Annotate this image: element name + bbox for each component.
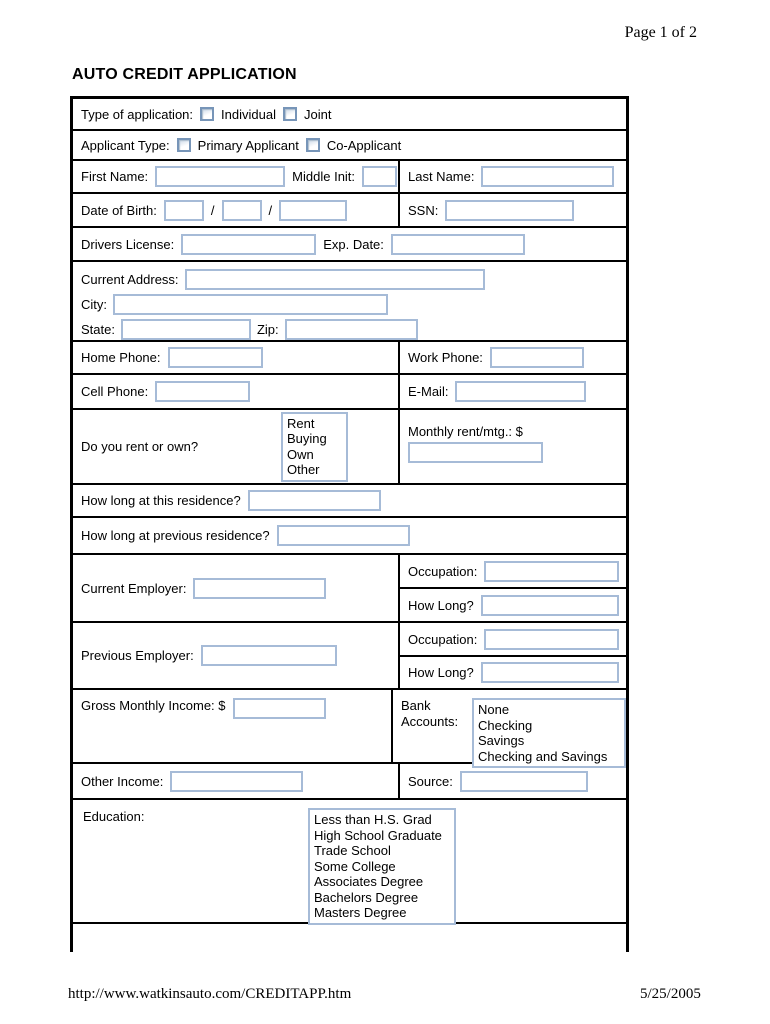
- other-income-cell: [73, 764, 398, 798]
- applicant-type-label: Applicant Type:: [81, 137, 170, 153]
- primary-applicant-checkbox[interactable]: [177, 138, 191, 152]
- education-listbox[interactable]: [308, 808, 456, 925]
- how-long-label: How Long?: [408, 665, 474, 680]
- bank-accounts-label: Bank Accounts:: [401, 698, 459, 729]
- listbox-option[interactable]: Savings: [478, 733, 525, 748]
- zip-field[interactable]: [285, 319, 418, 340]
- work-phone-label: Work Phone:: [408, 350, 483, 365]
- type-of-application-cell: [73, 99, 626, 129]
- dob-year-field[interactable]: [279, 200, 347, 221]
- listbox-option[interactable]: Buying: [287, 431, 327, 446]
- listbox-option[interactable]: Trade School: [314, 843, 391, 858]
- monthly-rent-cell: [398, 410, 626, 483]
- listbox-option[interactable]: Some College: [314, 858, 396, 874]
- joint-label: Joint: [303, 106, 332, 122]
- rent-own-label: Do you rent or own?: [81, 439, 199, 454]
- home-phone-field[interactable]: [168, 347, 263, 368]
- first-name-field[interactable]: [155, 166, 285, 187]
- row-type-of-application: [73, 99, 626, 131]
- current-employer-label: Current Employer:: [81, 580, 187, 596]
- ssn-label: SSN:: [408, 202, 439, 218]
- credit-application-form: [70, 96, 629, 952]
- previous-how-long-field[interactable]: [481, 662, 619, 683]
- listbox-option[interactable]: Checking: [478, 717, 533, 733]
- email-field[interactable]: [455, 381, 586, 402]
- joint-checkbox[interactable]: [283, 107, 297, 121]
- listbox-option[interactable]: Associates Degree: [314, 874, 424, 889]
- primary-applicant-label: Primary Applicant: [197, 137, 299, 153]
- individual-checkbox[interactable]: [200, 107, 214, 121]
- individual-label: Individual: [221, 106, 276, 122]
- footer-date: 5/25/2005: [640, 986, 701, 1002]
- last-name-cell: [398, 161, 626, 192]
- middle-init-label: Middle Init:: [292, 169, 356, 184]
- bank-accounts-listbox[interactable]: [472, 698, 626, 768]
- cell-phone-label: Cell Phone:: [81, 384, 149, 399]
- dob-separator: /: [210, 202, 215, 218]
- cell-phone-field[interactable]: [155, 381, 250, 402]
- home-phone-cell: [73, 342, 398, 373]
- city-label: City:: [81, 297, 107, 312]
- drivers-license-cell: [73, 228, 626, 260]
- gross-income-field[interactable]: [233, 698, 326, 719]
- first-name-label: First Name:: [81, 169, 149, 184]
- state-label: State:: [81, 322, 115, 337]
- current-address-label: Current Address:: [81, 272, 179, 287]
- previous-employer-detail-cell: [398, 623, 626, 688]
- listbox-option[interactable]: Checking and Savings: [478, 748, 608, 764]
- dob-month-field[interactable]: [164, 200, 204, 221]
- residence-previous-field[interactable]: [277, 525, 410, 546]
- row-previous-employer: [73, 623, 626, 690]
- monthly-rent-field[interactable]: [408, 442, 543, 463]
- monthly-rent-label: Monthly rent/mtg.: $: [408, 424, 523, 439]
- source-field[interactable]: [460, 771, 588, 792]
- row-income-bank: [73, 690, 626, 764]
- previous-how-long-subcell: [400, 657, 626, 688]
- middle-init-field[interactable]: [362, 166, 397, 187]
- other-income-field[interactable]: [170, 771, 303, 792]
- row-drivers-license: [73, 228, 626, 262]
- current-occupation-field[interactable]: [484, 561, 619, 582]
- source-cell: [398, 764, 626, 798]
- listbox-option[interactable]: Other: [287, 462, 320, 477]
- dob-day-field[interactable]: [222, 200, 262, 221]
- listbox-option[interactable]: Own: [287, 446, 314, 462]
- address-line: [81, 267, 626, 292]
- gross-income-cell: [73, 690, 391, 762]
- row-other-income: [73, 764, 626, 800]
- home-phone-label: Home Phone:: [81, 350, 161, 365]
- occupation-label: Occupation:: [408, 631, 478, 647]
- co-applicant-label: Co-Applicant: [326, 137, 402, 153]
- address-cell: [73, 262, 626, 340]
- listbox-option[interactable]: Bachelors Degree: [314, 889, 419, 905]
- drivers-license-label: Drivers License:: [81, 236, 175, 252]
- last-name-label: Last Name:: [408, 169, 475, 184]
- footer-url: http://www.watkinsauto.com/CREDITAPP.htm: [68, 986, 352, 1002]
- city-field[interactable]: [113, 294, 388, 315]
- residence-previous-cell: [73, 518, 626, 553]
- dob-separator: /: [268, 202, 273, 218]
- ssn-cell: [398, 194, 626, 226]
- zip-label: Zip:: [256, 322, 279, 337]
- row-cell-email: [73, 375, 626, 410]
- current-employer-detail-cell: [398, 555, 626, 621]
- bank-accounts-cell: [391, 690, 626, 762]
- row-residence-previous: [73, 518, 626, 555]
- current-occupation-subcell: [400, 555, 626, 589]
- applicant-type-cell: [73, 131, 626, 159]
- work-phone-field[interactable]: [490, 347, 584, 368]
- co-applicant-checkbox[interactable]: [306, 138, 320, 152]
- row-dob-ssn: [73, 194, 626, 228]
- rent-own-cell: [73, 410, 398, 483]
- cell-phone-cell: [73, 375, 398, 408]
- current-how-long-field[interactable]: [481, 595, 619, 616]
- row-home-work-phone: [73, 342, 626, 375]
- listbox-option[interactable]: Masters Degree: [314, 905, 407, 920]
- current-how-long-subcell: [400, 589, 626, 621]
- listbox-option[interactable]: None: [478, 702, 510, 717]
- current-employer-field[interactable]: [193, 578, 326, 599]
- ssn-field[interactable]: [445, 200, 574, 221]
- dob-cell: [73, 194, 398, 226]
- type-of-application-label: Type of application:: [81, 106, 194, 122]
- listbox-option[interactable]: Less than H.S. Grad: [314, 812, 432, 827]
- source-label: Source:: [408, 773, 453, 789]
- other-income-label: Other Income:: [81, 773, 164, 789]
- row-name: [73, 161, 626, 194]
- gross-income-label: Gross Monthly Income: $: [81, 698, 226, 713]
- page-number: Page 1 of 2: [624, 24, 697, 41]
- education-cell: [73, 800, 626, 922]
- current-employer-cell: [73, 555, 398, 621]
- drivers-license-field[interactable]: [181, 234, 316, 255]
- residence-previous-label: How long at previous residence?: [81, 528, 270, 543]
- residence-current-cell: [73, 485, 626, 516]
- previous-employer-field[interactable]: [201, 645, 337, 666]
- current-address-field[interactable]: [185, 269, 485, 290]
- previous-employer-label: Previous Employer:: [81, 648, 194, 663]
- listbox-option[interactable]: High School Graduate: [314, 827, 442, 843]
- first-name-cell: [73, 161, 398, 192]
- dob-label: Date of Birth:: [81, 202, 157, 218]
- row-current-employer: [73, 555, 626, 623]
- previous-occupation-field[interactable]: [484, 629, 619, 650]
- row-residence-current: [73, 485, 626, 518]
- row-education: [73, 800, 626, 924]
- education-label: Education:: [83, 809, 145, 824]
- city-line: [81, 292, 626, 317]
- state-field[interactable]: [121, 319, 251, 340]
- email-cell: [398, 375, 626, 408]
- exp-date-field[interactable]: [391, 234, 525, 255]
- listbox-option[interactable]: Rent: [287, 415, 315, 431]
- work-phone-cell: [398, 342, 626, 373]
- exp-date-label: Exp. Date:: [323, 236, 384, 252]
- email-label: E-Mail:: [408, 384, 449, 399]
- occupation-label: Occupation:: [408, 563, 478, 579]
- last-name-field[interactable]: [481, 166, 614, 187]
- how-long-label: How Long?: [408, 597, 474, 613]
- row-address: [73, 262, 626, 342]
- residence-current-field[interactable]: [248, 490, 381, 511]
- row-empty: [73, 924, 626, 952]
- state-zip-line: [81, 317, 626, 342]
- page-title: AUTO CREDIT APPLICATION: [72, 66, 297, 83]
- row-applicant-type: [73, 131, 626, 161]
- residence-current-label: How long at this residence?: [81, 493, 241, 508]
- previous-employer-cell: [73, 623, 398, 688]
- previous-occupation-subcell: [400, 623, 626, 657]
- rent-own-listbox[interactable]: [281, 412, 348, 482]
- row-rent-own: [73, 410, 626, 485]
